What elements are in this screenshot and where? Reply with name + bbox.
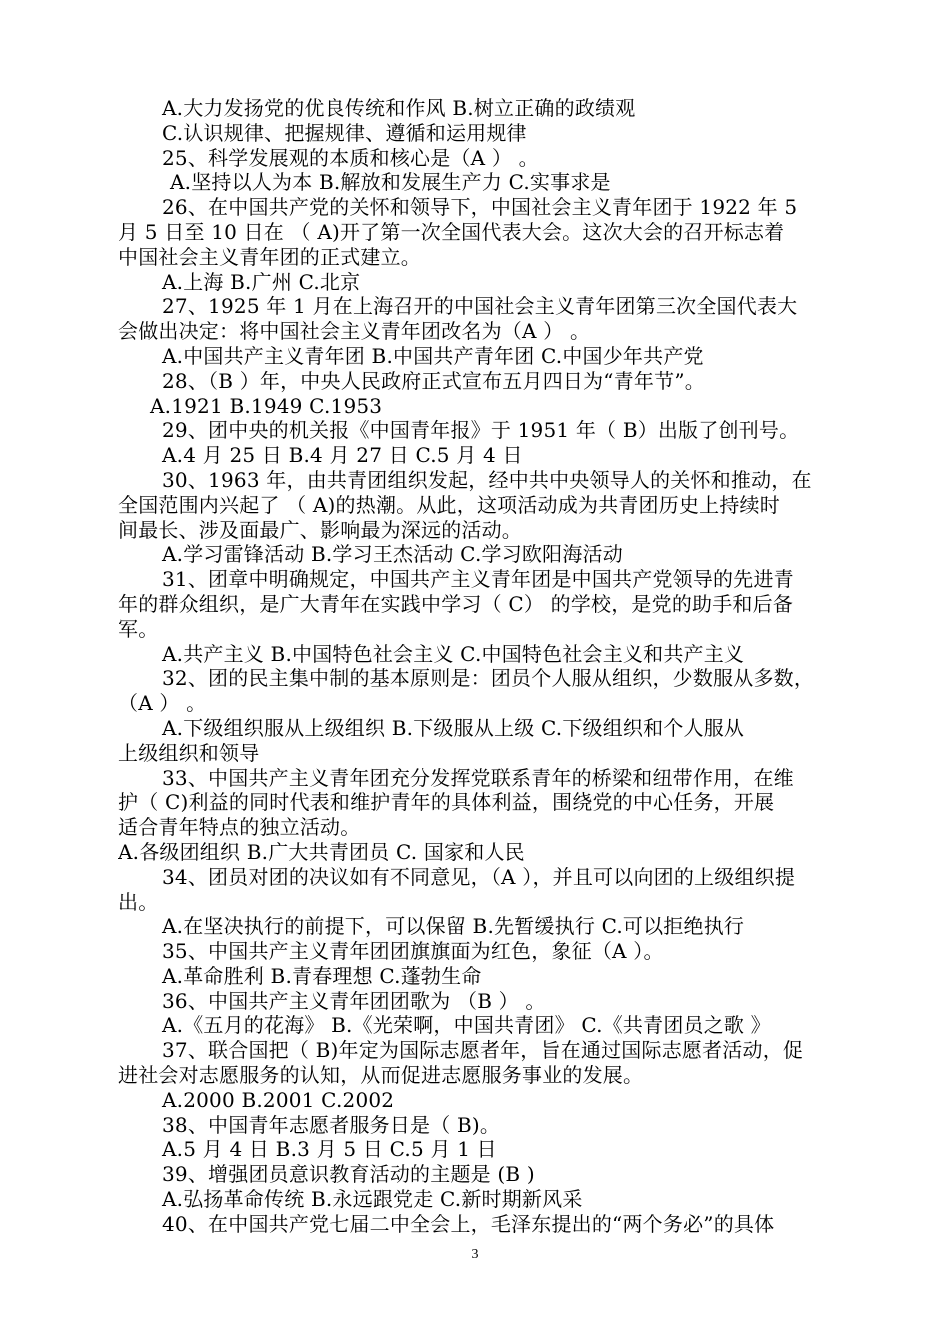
text-line: 27、1925 年 1 月在上海召开的中国社会主义青年团第三次全国代表大 [162,294,798,319]
text-line: 年的群众组织，是广大青年在实践中学习（ C） 的学校，是党的助手和后备 [118,591,794,616]
text-line: 40、在中国共产党七届二中全会上，毛泽东提出的“两个务必”的具体 [162,1211,775,1236]
text-line: 36、中国共产主义青年团团歌为 （B ） 。 [162,988,546,1013]
text-line: A.学习雷锋活动 B.学习王杰活动 C.学习欧阳海活动 [162,542,623,567]
text-line: 出。 [118,889,159,914]
text-line: 间最长、涉及面最广、影响最为深远的活动。 [118,517,522,542]
text-line: 护（ C)利益的同时代表和维护青年的具体利益，围绕党的中心任务，开展 [118,790,775,815]
text-line: 30、1963 年，由共青团组织发起，经中共中央领导人的关怀和推动，在 [162,467,812,492]
text-line: （A ） 。 [118,691,207,716]
text-line: 25、科学发展观的本质和核心是（A ） 。 [162,145,539,170]
text-line: A.共产主义 B.中国特色社会主义 C.中国特色社会主义和共产主义 [162,641,745,666]
text-line: 26、在中国共产党的关怀和领导下，中国社会主义青年团于 1922 年 5 [162,195,798,220]
text-line: A.大力发扬党的优良传统和作风 B.树立正确的政绩观 [162,96,636,120]
document-body [118,96,838,1237]
text-line: A.《五月的花海》 B.《光荣啊，中国共青团》 C.《共青团员之歌 》 [162,1013,771,1038]
text-line: 31、团章中明确规定，中国共产主义青年团是中国共产党领导的先进青 [162,567,794,592]
page-number: 3 [471,1247,479,1262]
text-line: 全国范围内兴起了 （ A)的热潮。从此，这项活动成为共青团历史上持续时 [118,492,780,517]
text-line: 32、团的民主集中制的基本原则是：团员个人服从组织，少数服从多数， [162,666,815,691]
text-line: A.在坚决执行的前提下，可以保留 B.先暂缓执行 C.可以拒绝执行 [162,914,745,939]
text-line: 适合青年特点的独立活动。 [118,815,361,840]
text-line: A.中国共产主义青年团 B.中国共产青年团 C.中国少年共产党 [162,343,704,368]
text-line: A.弘扬革命传统 B.永远跟党走 C.新时期新风采 [162,1187,583,1212]
text-line: 28、（B ）年，中央人民政府正式宣布五月四日为“青年节”。 [162,368,705,393]
text-line: A.各级团组织 B.广大共青团员 C. 国家和人民 [118,839,525,864]
text-line: A.坚持以人为本 B.解放和发展生产力 C.实事求是 [170,170,611,195]
text-line: 39、增强团员意识教育活动的主题是 (B ) [162,1162,535,1187]
text-line: A.1921 B.1949 C.1953 [150,393,383,418]
text-line: 进社会对志愿服务的认知，从而促进志愿服务事业的发展。 [118,1063,644,1088]
text-line: A.5 月 4 日 B.3 月 5 日 C.5 月 1 日 [162,1137,497,1162]
text-line: 军。 [118,616,159,641]
text-line: 33、中国共产主义青年团充分发挥党联系青年的桥梁和纽带作用，在维 [162,765,794,790]
text-line: 37、联合国把（ B)年定为国际志愿者年，旨在通过国际志愿者活动，促 [162,1038,804,1063]
text-line: A.革命胜利 B.青春理想 C.蓬勃生命 [162,963,482,988]
text-line: 35、中国共产主义青年团团旗旗面为红色，象征（A ）。 [162,939,664,964]
text-line: 会做出决定：将中国社会主义青年团改名为（A ） 。 [118,319,591,344]
text-line: A.上海 B.广州 C.北京 [162,269,361,294]
text-line: C.认识规律、把握规律、遵循和运用规律 [162,120,527,145]
text-line: A.4 月 25 日 B.4 月 27 日 C.5 月 4 日 [162,443,523,468]
text-line: 38、中国青年志愿者服务日是（ B)。 [162,1112,501,1137]
text-line: A.下级组织服从上级组织 B.下级服从上级 C.下级组织和个人服从 [162,715,745,740]
text-line: 月 5 日至 10 日在 （ A)开了第一次全国代表大会。这次大会的召开标志着 [118,219,785,244]
text-line: 中国社会主义青年团的正式建立。 [118,244,421,269]
text-line: 34、团员对团的决议如有不同意见，（A ），并且可以向团的上级组织提 [162,864,796,889]
text-line: A.2000 B.2001 C.2002 [162,1087,395,1112]
text-line: 上级组织和领导 [118,740,260,765]
text-line: 29、团中央的机关报《中国青年报》于 1951 年（ B）出版了创刊号。 [162,418,800,443]
